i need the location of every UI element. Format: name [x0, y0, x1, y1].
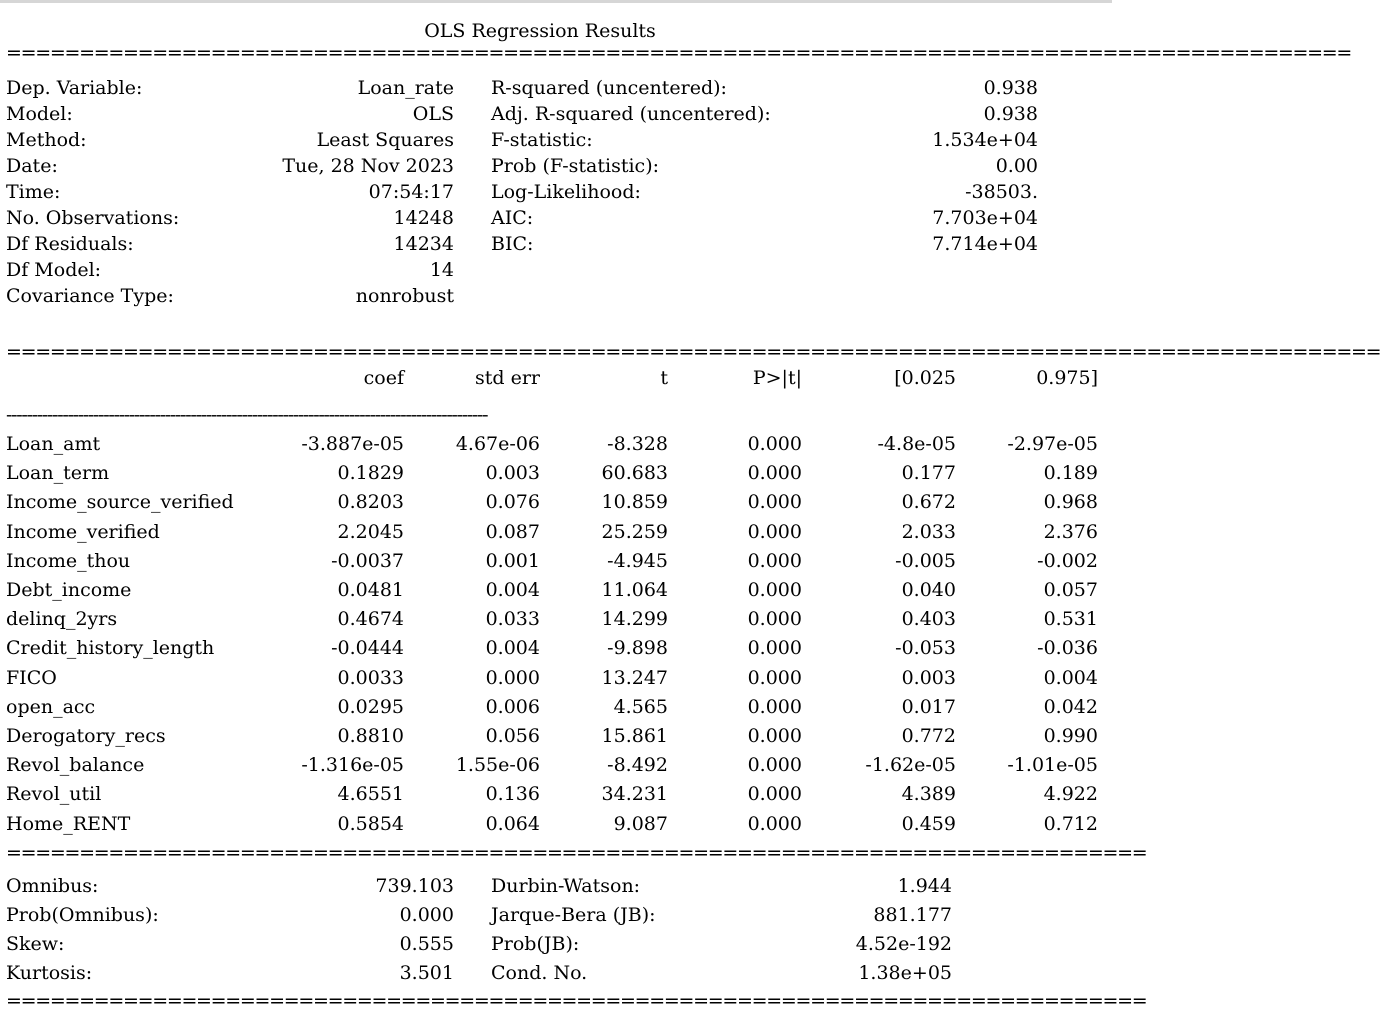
- table-row: [0, 636, 1112, 660]
- table-row: [0, 549, 1112, 573]
- header-ci-lower: [0.025: [894, 367, 956, 389]
- cell-std-err: 0.056: [485, 725, 540, 747]
- cell-ci-lower: 0.672: [901, 491, 956, 513]
- cell-ci-upper: 0.004: [1043, 667, 1098, 689]
- diagnostic-label: Omnibus:: [6, 875, 99, 897]
- variable-name: FICO: [6, 667, 57, 689]
- separator-single: ----------------------------------------------------------------------------------------------: [6, 404, 488, 426]
- diagnostic-value: 1.944: [897, 875, 952, 897]
- variable-name: delinq_2yrs: [6, 608, 118, 630]
- summary-row: [0, 206, 1112, 230]
- cell-p-value: 0.000: [747, 696, 802, 718]
- page-title: OLS Regression Results: [424, 20, 656, 42]
- summary-value: 7.714e+04: [932, 233, 1038, 255]
- table-row: [0, 607, 1112, 631]
- cell-coef: -1.316e-05: [301, 754, 404, 776]
- table-row: [0, 666, 1112, 690]
- cell-ci-lower: 0.003: [901, 667, 956, 689]
- variable-name: Revol_util: [6, 783, 102, 805]
- summary-row: [0, 232, 1112, 256]
- summary-label: Model:: [6, 103, 73, 125]
- summary-value: 0.00: [995, 155, 1038, 177]
- summary-value: Least Squares: [316, 129, 454, 151]
- variable-name: Debt_income: [6, 579, 132, 601]
- cell-coef: 0.8203: [337, 491, 404, 513]
- cell-p-value: 0.000: [747, 521, 802, 543]
- diagnostic-label: Prob(Omnibus):: [6, 904, 159, 926]
- summary-label: Dep. Variable:: [6, 77, 143, 99]
- cell-ci-lower: 0.017: [901, 696, 956, 718]
- cell-std-err: 0.064: [485, 813, 540, 835]
- cell-ci-upper: 0.531: [1043, 608, 1098, 630]
- cell-ci-lower: 0.459: [901, 813, 956, 835]
- cell-t: 9.087: [613, 813, 668, 835]
- cell-p-value: 0.000: [747, 637, 802, 659]
- cell-t: 13.247: [601, 667, 668, 689]
- cell-t: 15.861: [601, 725, 668, 747]
- cell-ci-upper: 0.042: [1043, 696, 1098, 718]
- summary-value: 14248: [393, 207, 454, 229]
- cell-ci-lower: 0.177: [901, 462, 956, 484]
- summary-value: 14: [429, 259, 454, 281]
- cell-coef: 2.2045: [337, 521, 404, 543]
- summary-value: nonrobust: [355, 285, 454, 307]
- diagnostic-label: Prob(JB):: [491, 933, 580, 955]
- table-row: [0, 578, 1112, 602]
- cell-std-err: 4.67e-06: [455, 433, 540, 455]
- cell-p-value: 0.000: [747, 783, 802, 805]
- cell-t: 10.859: [601, 491, 668, 513]
- cell-ci-lower: -0.053: [895, 637, 956, 659]
- cell-std-err: 0.087: [485, 521, 540, 543]
- cell-ci-upper: 0.990: [1043, 725, 1098, 747]
- cell-ci-lower: -0.005: [895, 550, 956, 572]
- cell-p-value: 0.000: [747, 667, 802, 689]
- summary-value: OLS: [412, 103, 454, 125]
- cell-ci-lower: -4.8e-05: [877, 433, 956, 455]
- diagnostics-row: [0, 961, 1112, 985]
- header-p-value: P>|t|: [752, 367, 802, 389]
- cell-std-err: 0.006: [485, 696, 540, 718]
- table-row: [0, 490, 1112, 514]
- table-row: [0, 753, 1112, 777]
- summary-row: [0, 180, 1112, 204]
- diagnostics-row: [0, 932, 1112, 956]
- separator-double: ==============================================================================: [6, 842, 1147, 864]
- table-row: [0, 812, 1112, 836]
- cell-coef: 0.8810: [337, 725, 404, 747]
- cell-ci-upper: 0.712: [1043, 813, 1098, 835]
- cell-std-err: 0.004: [485, 637, 540, 659]
- cell-coef: 4.6551: [337, 783, 404, 805]
- diagnostics-row: [0, 874, 1112, 898]
- summary-label: R-squared (uncentered):: [491, 77, 727, 99]
- diagnostic-label: Cond. No.: [491, 962, 588, 984]
- diagnostic-label: Kurtosis:: [6, 962, 93, 984]
- summary-value: Tue, 28 Nov 2023: [282, 155, 454, 177]
- summary-value: 7.703e+04: [932, 207, 1038, 229]
- diagnostic-label: Jarque-Bera (JB):: [491, 904, 656, 926]
- cell-std-err: 0.003: [485, 462, 540, 484]
- cell-coef: 0.1829: [337, 462, 404, 484]
- separator-double: ==============================================================================================: [6, 341, 1380, 363]
- summary-label: Df Residuals:: [6, 233, 134, 255]
- diagnostic-value: 0.000: [399, 904, 454, 926]
- summary-label: Time:: [6, 181, 61, 203]
- variable-name: Revol_balance: [6, 754, 145, 776]
- header-std-err: std err: [475, 367, 540, 389]
- diagnostic-label: Skew:: [6, 933, 65, 955]
- variable-name: Loan_term: [6, 462, 110, 484]
- summary-value: Loan_rate: [357, 77, 454, 99]
- cell-std-err: 0.004: [485, 579, 540, 601]
- cell-t: -8.328: [607, 433, 668, 455]
- summary-value: 0.938: [983, 103, 1038, 125]
- separator-double: ============================================================================================: [6, 42, 1352, 64]
- variable-name: Derogatory_recs: [6, 725, 166, 747]
- variable-name: Income_source_verified: [6, 491, 234, 513]
- summary-label: F-statistic:: [491, 129, 593, 151]
- summary-row: [0, 128, 1112, 152]
- diagnostics-row: [0, 903, 1112, 927]
- diagnostic-label: Durbin-Watson:: [491, 875, 641, 897]
- cell-std-err: 0.001: [485, 550, 540, 572]
- summary-label: Covariance Type:: [6, 285, 174, 307]
- summary-row: [0, 102, 1112, 126]
- cell-t: -4.945: [607, 550, 668, 572]
- variable-name: Home_RENT: [6, 813, 131, 835]
- cell-coef: -3.887e-05: [301, 433, 404, 455]
- cell-ci-lower: 4.389: [901, 783, 956, 805]
- variable-name: Income_verified: [6, 521, 160, 543]
- summary-label: Adj. R-squared (uncentered):: [491, 103, 771, 125]
- summary-row: [0, 76, 1112, 100]
- table-row: [0, 695, 1112, 719]
- cell-ci-upper: 4.922: [1043, 783, 1098, 805]
- header-ci-upper: 0.975]: [1036, 367, 1098, 389]
- cell-t: 34.231: [601, 783, 668, 805]
- diagnostic-value: 881.177: [873, 904, 952, 926]
- summary-label: Df Model:: [6, 259, 102, 281]
- cell-p-value: 0.000: [747, 491, 802, 513]
- table-row: [0, 724, 1112, 748]
- cell-std-err: 0.000: [485, 667, 540, 689]
- summary-label: Prob (F-statistic):: [491, 155, 660, 177]
- cell-std-err: 0.033: [485, 608, 540, 630]
- cell-p-value: 0.000: [747, 433, 802, 455]
- cell-ci-upper: 0.189: [1043, 462, 1098, 484]
- coef-header-row: [0, 366, 1112, 390]
- cell-std-err: 1.55e-06: [455, 754, 540, 776]
- variable-name: open_acc: [6, 696, 96, 718]
- cell-coef: -0.0037: [331, 550, 404, 572]
- cell-coef: 0.0033: [337, 667, 404, 689]
- cell-t: 14.299: [601, 608, 668, 630]
- cell-ci-lower: 0.772: [901, 725, 956, 747]
- cell-p-value: 0.000: [747, 608, 802, 630]
- diagnostic-value: 4.52e-192: [855, 933, 952, 955]
- cell-ci-upper: -1.01e-05: [1007, 754, 1098, 776]
- title-row: [0, 19, 1112, 43]
- variable-name: Loan_amt: [6, 433, 101, 455]
- cell-t: 25.259: [601, 521, 668, 543]
- table-row: [0, 461, 1112, 485]
- cell-coef: -0.0444: [331, 637, 404, 659]
- table-row: [0, 520, 1112, 544]
- cell-ci-lower: 0.403: [901, 608, 956, 630]
- summary-value: 1.534e+04: [932, 129, 1038, 151]
- cell-ci-lower: 0.040: [901, 579, 956, 601]
- summary-label: Log-Likelihood:: [491, 181, 641, 203]
- summary-row: [0, 284, 1112, 308]
- summary-label: AIC:: [491, 207, 534, 229]
- diagnostic-value: 0.555: [399, 933, 454, 955]
- summary-label: Date:: [6, 155, 58, 177]
- cell-ci-upper: -0.036: [1037, 637, 1098, 659]
- summary-value: 0.938: [983, 77, 1038, 99]
- header-t: t: [660, 367, 668, 389]
- cell-p-value: 0.000: [747, 813, 802, 835]
- summary-value: -38503.: [965, 181, 1038, 203]
- cell-p-value: 0.000: [747, 462, 802, 484]
- cell-p-value: 0.000: [747, 754, 802, 776]
- summary-value: 07:54:17: [368, 181, 454, 203]
- cell-p-value: 0.000: [747, 725, 802, 747]
- cell-t: -8.492: [607, 754, 668, 776]
- cell-coef: 0.0481: [337, 579, 404, 601]
- cell-ci-upper: 0.057: [1043, 579, 1098, 601]
- cell-ci-upper: 2.376: [1043, 521, 1098, 543]
- table-row: [0, 782, 1112, 806]
- cell-coef: 0.4674: [337, 608, 404, 630]
- table-row: [0, 432, 1112, 456]
- header-coef: coef: [363, 367, 404, 389]
- summary-value: 14234: [393, 233, 454, 255]
- cell-coef: 0.5854: [337, 813, 404, 835]
- cell-ci-lower: -1.62e-05: [865, 754, 956, 776]
- diagnostic-value: 3.501: [399, 962, 454, 984]
- summary-label: Method:: [6, 129, 87, 151]
- cell-ci-lower: 2.033: [901, 521, 956, 543]
- cell-std-err: 0.076: [485, 491, 540, 513]
- cell-p-value: 0.000: [747, 579, 802, 601]
- summary-row: [0, 258, 1112, 282]
- separator-double: ==============================================================================: [6, 990, 1147, 1012]
- cell-t: 11.064: [601, 579, 668, 601]
- diagnostic-value: 739.103: [375, 875, 454, 897]
- cell-p-value: 0.000: [747, 550, 802, 572]
- diagnostic-value: 1.38e+05: [858, 962, 952, 984]
- cell-std-err: 0.136: [485, 783, 540, 805]
- cell-t: 60.683: [601, 462, 668, 484]
- cell-ci-upper: -0.002: [1037, 550, 1098, 572]
- summary-row: [0, 154, 1112, 178]
- summary-label: No. Observations:: [6, 207, 180, 229]
- cell-t: 4.565: [613, 696, 668, 718]
- variable-name: Credit_history_length: [6, 637, 215, 659]
- cell-ci-upper: -2.97e-05: [1007, 433, 1098, 455]
- summary-label: BIC:: [491, 233, 534, 255]
- cell-t: -9.898: [607, 637, 668, 659]
- variable-name: Income_thou: [6, 550, 131, 572]
- cell-coef: 0.0295: [337, 696, 404, 718]
- cell-ci-upper: 0.968: [1043, 491, 1098, 513]
